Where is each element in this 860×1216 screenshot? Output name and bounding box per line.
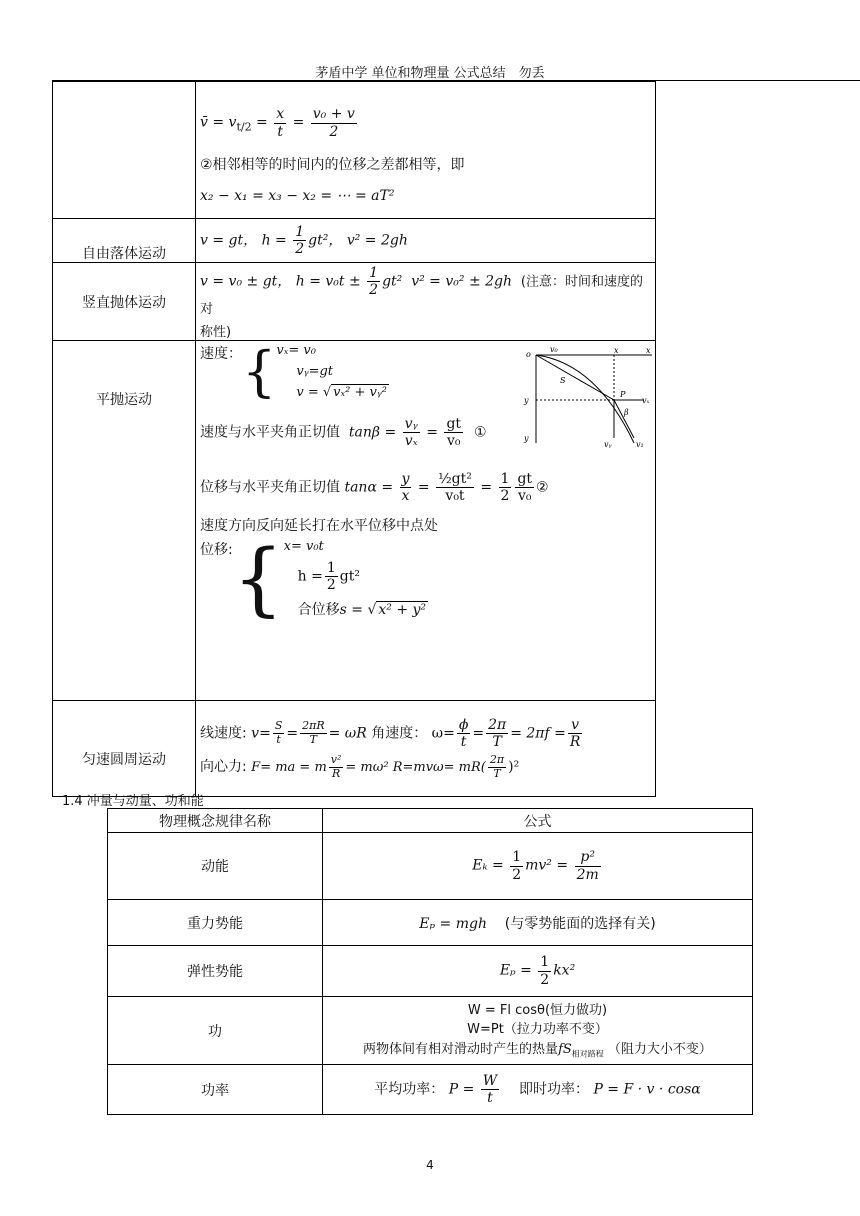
work-label: 功: [108, 997, 323, 1065]
fig-label-x2: x: [646, 346, 651, 355]
fig-label-y1: y: [524, 396, 529, 405]
fig-label-p: P: [620, 390, 626, 399]
fig-label-vx: vₓ: [642, 396, 650, 405]
freefall-formulas: v = gt， h = $\frac{1}{2}$ gt²， v² = 2gh: [196, 219, 656, 263]
table2-head-name: 物理概念规律名称: [108, 809, 323, 833]
avg-frac2-den: 2: [329, 123, 339, 140]
power-label: 功率: [108, 1065, 323, 1115]
work-formulas: W = Fl cosθ(恒力做功) W=Pt（拉力功率不变） 两物体间有相对滑动时产生的热量$fS_{相对路程}$ （阻力大小不变）: [323, 997, 753, 1065]
freefall-label: 自由落体运动: [53, 219, 196, 263]
projectile-label: 平抛运动: [96, 392, 152, 409]
fig-label-s: S: [560, 376, 566, 385]
ep-formula: Eₚ = mgh (与零势能面的选择有关): [323, 900, 753, 946]
avg-frac2-num: v₀ + v: [312, 106, 355, 123]
uniform-accel-label-cell: [53, 82, 196, 219]
vertical-throw-label: 竖直抛体运动: [53, 263, 196, 341]
power-formulas: 平均功率： P = $\frac{W}{t}$ 即时功率： P = F · v · cosα: [323, 1065, 753, 1115]
ek-label: 动能: [108, 833, 323, 900]
elastic-formula: Eₚ = $\frac{1}{2}$ kx²: [323, 946, 753, 997]
displacement-difference-formula: x₂ − x₁ = x₃ − x₂ = ⋯ = aT²: [200, 187, 395, 204]
ek-formula: Eₖ = $\frac{1}{2}$ mv² = $\frac{\text{p²}}{2m}$: [323, 833, 753, 900]
energy-table: [107, 808, 753, 1115]
avg-velocity-lhs: v̄ = v: [200, 115, 237, 131]
page-header: 茅盾中学 单位和物理量 公式总结 勿丢: [315, 66, 545, 81]
uniform-note: ②相邻相等的时间内的位移之差都相等，即: [200, 156, 465, 173]
ep-label: 重力势能: [108, 900, 323, 946]
table2-head-formula: 公式: [323, 809, 753, 833]
vertical-throw-formulas: v = v₀ ± gt， h = v₀t ± $\frac{1}{2}$ gt² v² = v₀² ± 2gh (注意：时间和速度的对 称性): [196, 263, 656, 341]
elastic-label: 弹性势能: [108, 946, 323, 997]
fig-label-x1: x: [614, 346, 619, 355]
avg-velocity-sub: t/2: [236, 120, 252, 134]
projectile-diagram: [516, 343, 656, 451]
circular-formulas: 线速度: v= $\frac{S}{t}$ = $\frac{2\pi R}{T}$ = ωR 角速度： ω= $\frac{\phi}{t}$ = $\frac{2\pi}{T}$ = 2πf = $\frac{v}{R}$ 向心力: F= ma = m $\frac{\text{v²}}{R}$ = mω² R=mvω= mR( $\frac{2\pi}{T}$ )²: [196, 701, 656, 797]
avg-frac-den: t: [277, 123, 283, 140]
uniform-accel-content: v̄ = $v_{t/2}$ = $\frac{x}{t}$ = $\frac{\text{v₀ + v}}{2}$ ②相邻相等的时间内的位移之差都相等，即 x₂ − x₁ = x₃ − x₂ = ⋯ = aT²: [196, 82, 656, 219]
fig-label-beta: β: [624, 408, 629, 417]
fig-label-vy: vᵧ: [604, 440, 612, 449]
fig-label-y2: y: [524, 434, 529, 443]
avg-frac-num: x: [276, 106, 285, 123]
projectile-content: 速度： { vₓ= v₀ vᵧ=gt v = √ vₓ² + vᵧ² 速度与水平夹角正切值 tanβ = $\frac{\text{vᵧ}}{\text{vₓ}}$ = $\frac{gt}{\text{v₀}}$ ① 位移与水平夹角正切值 tanα = $\frac{y}{x}$ = $\frac{\text{½gt²}}{\text{v₀t}}$ = $\frac{1}{2}$ $\frac{gt}{\text{v₀}}$ ② 速度方向反向延长打在水平位移中点处 位移: { x= v₀t h = $\frac{1}{2}$ gt² 合位移s = √ x² + y²: [196, 341, 656, 701]
circular-label-cell: 匀速圆周运动: [53, 701, 196, 797]
page-number: 4: [426, 1158, 434, 1172]
projectile-label-cell: [53, 341, 196, 701]
fig-label-o: o: [526, 350, 531, 359]
fig-label-v1: v₁: [636, 440, 644, 449]
fig-label-v0: v₀: [550, 345, 558, 354]
section-title: 1.4 冲量与动量、功和能: [62, 794, 204, 809]
